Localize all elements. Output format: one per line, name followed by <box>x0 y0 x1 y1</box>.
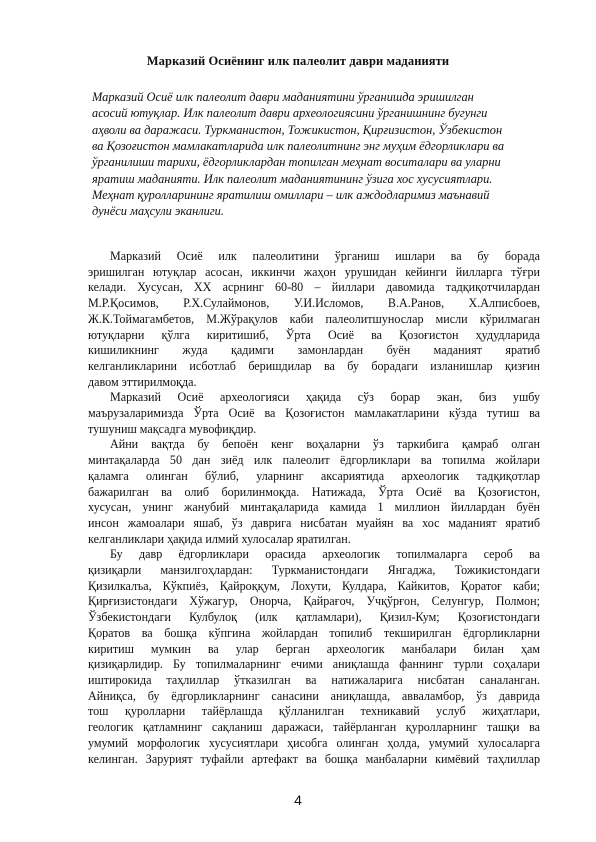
body-line: келинган. Зарурият туфайли артефакт ва бошқа манбаларни кимёвий таҳлиллар <box>88 751 540 766</box>
abstract-line: ва Қозоғистон мамлакатларида илк палеолитнинг энг муҳим ёдгорликлари ва <box>92 139 505 154</box>
body-line: эришилган ютуқлар асосан, иккинчи жаҳон урушидан кейинги йилларга тўғри <box>88 264 540 279</box>
body-line: келганликлари ҳақида илмий хулосалар яратилган. <box>88 531 351 546</box>
abstract-line: ўрганилиши тарихи, ёдгорликлардан топилган меҳнат воситалари ва уларни <box>92 155 501 170</box>
page-title: Марказий Осиёнинг илк палеолит даври маданияти <box>146 54 450 68</box>
body-line: келади. Хусусан, XX асрнинг 60-80 – йиллари давомида тадқиқотчилардан <box>88 280 540 295</box>
body-line: Марказий Осиё археологияси ҳақида сўз борар экан, биз ушбу <box>110 390 540 405</box>
body-line: геологик қатламнинг сақланиш даражаси, тайёрланган қуролларнинг ташқи ва <box>88 720 540 735</box>
abstract <box>88 89 524 220</box>
page-number: 4 <box>294 792 302 808</box>
abstract-line: яратиш маданияти. Илк палеолит маданиятининг ўзига хос хусусиятлари. <box>92 171 493 186</box>
body-text <box>88 249 540 767</box>
body-line: инсон жамоалари яшаб, ўз даврига нисбатан муайян ва хос маданият яратиб <box>88 515 540 530</box>
body-line: ютуқларни қўлга киритишиб, Ўрта Осиё ва Қозоғистон ҳудудларида <box>88 327 540 342</box>
body-line: киритиш мумкин ва улар берган археологик манбалари билан ҳам <box>88 641 540 656</box>
abstract-line: аҳволи ва даражаси. Туркманистон, Тожикистон, Қирғизистон, Ўзбекистон <box>92 122 503 137</box>
body-line: Бу давр ёдгорликлари орасида археологик топилмаларга сероб ва <box>110 547 540 562</box>
body-line: қаламга олинган бўлиб, уларнинг аксариятида археологик тадқиқотлар <box>88 468 540 483</box>
body-line: давом эттирилмоқда. <box>88 374 197 389</box>
body-line: Ж.К.Тоймагамбетов, М.Жўрақулов каби палеолитшунослар мисли кўрилмаган <box>88 311 540 326</box>
body-line: Марказий Осиё илк палеолитини ўрганиш ишлари ва бу борада <box>110 249 540 263</box>
body-line: келганликларини исботлаб беришдилар ва бу борадаги изланишлар қизғин <box>88 358 540 373</box>
body-line: иштирокида таҳлиллар ўтказилган ва натижаларига нисбатан саналанган. <box>88 672 540 687</box>
body-line: Қоратов ва бошқа кўпгина жойлардан топилиб текширилган ёдгорликларни <box>88 625 540 640</box>
body-line: Айниқса, бу ёдгорликларнинг санасини аниқлашда, авваламбор, ўз даврида <box>88 688 540 703</box>
body-line: Ўзбекистондаги Кулбулоқ (илк қатламлари), Қизил-Кум; Қозоғистондаги <box>88 610 540 625</box>
body-line: қизиқарлидир. Бу топилмаларнинг ечими аниқлашда фаннинг турли соҳалари <box>88 657 540 672</box>
abstract-line: дунёси маҳсули эканлиги. <box>92 204 224 219</box>
body-line: тош қуролларни тайёрлашда қўлланилган техникавий услуб жиҳатлари, <box>88 704 540 719</box>
body-line: Қизилкалъа, Кўкпиёз, Қайроққум, Лохути, Кулдара, Кайкитов, Қоратоғ каби; <box>88 578 540 593</box>
abstract-line: Меҳнат қуролларининг яратилиш омиллари – илк аждодларимиз маънавий <box>92 188 490 203</box>
body-line: маърузаларимизда Ўрта Осиё ва Қозоғистон мамлакатларини кўзда тутиш ва <box>88 406 540 421</box>
body-line: хусусан, унинг жанубий минтақаларида камида 1 миллион йиллардан буён <box>88 500 540 515</box>
body-line: Айни вақтда бу бепоён кенг воҳаларни ўз таркибига қамраб олган <box>110 437 540 452</box>
body-line: тушуниш мақсадга мувофиқдир. <box>88 421 257 436</box>
body-line: М.Р.Қосимов, Р.Х.Сулаймонов, У.И.Исломов, В.А.Ранов, Х.Алписбоев, <box>88 296 540 311</box>
abstract-line: асосий ютуқлар. Илк палеолит даври археологиясини ўрганишнинг бугунги <box>92 106 488 121</box>
body-line: умумий морфологик хусусиятлари ҳисобга олинган ҳолда, умумий хулосаларга <box>88 735 540 750</box>
abstract-line: Марказий Осиё илк палеолит даври маданиятини ўрганишда эришилган <box>92 90 474 104</box>
body-line: минтақаларда 50 дан зиёд илк палеолит ёдгорликлари ва топилма жойлари <box>88 453 540 468</box>
body-line: кишиликнинг жуда қадимги замонлардан буён маданият яратиб <box>88 343 540 358</box>
body-line: бажарилган ва олиб борилинмоқда. Натижада, Ўрта Осиё ва Қозоғистон, <box>88 484 540 499</box>
body-line: Қирғизистондаги Хўжагур, Онорча, Қайрағоч, Учқўрғон, Селунгур, Полмон; <box>88 594 540 609</box>
abstract-paragraph <box>88 89 524 220</box>
body-line: қизиқарли манзилгоҳлардан: Туркманистондаги Янгаджа, Тожикистондаги <box>88 563 540 578</box>
